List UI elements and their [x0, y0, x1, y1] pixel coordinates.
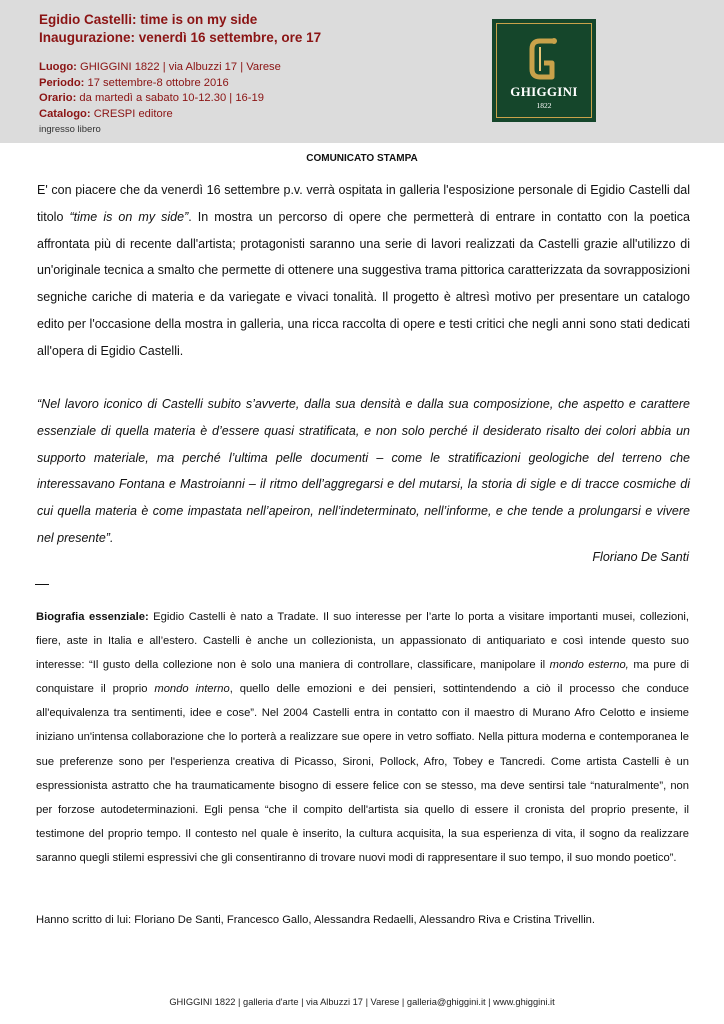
hours-label: Orario:: [39, 92, 77, 104]
footer-contact: GHIGGINI 1822 | galleria d'arte | via Albuzzi 17 | Varese | galleria@ghiggini.it | www.ghiggini.it: [169, 997, 555, 1007]
biography-label: Biografia essenziale:: [36, 611, 149, 623]
intro-paragraph: [37, 177, 690, 365]
hours-line: [39, 91, 281, 107]
event-title: [39, 11, 321, 47]
intro-text-2: . In mostra un percorso di opere che permetterà di entrare in contatto con la poetica affrontata più di recente dall'artista; protagonisti saranno una serie di lavori realizzati da Castelli grazie all'utilizzo di un'originale tecnica a smalto che permette di ottenere una suggestiva trama pittorica caratterizzata da sovrapposizioni segniche cariche di materia e da variegate e vivaci tonalità. Il progetto è altresì motivo per presentare un catalogo edito per l'occasione della mostra in galleria, una ricca raccolta di opere e testi critici che negli anni sono stati dedicati all'opera di Egidio Castelli.: [37, 209, 690, 358]
biography-italic-2: mondo interno: [154, 683, 230, 696]
period-value: 17 settembre-8 ottobre 2016: [84, 76, 229, 89]
period-line: [39, 76, 281, 92]
event-title-line-2: Inaugurazione: venerdì 16 settembre, ore 17: [39, 30, 322, 45]
hours-value: da martedì a sabato 10-12.30 | 16-19: [76, 92, 264, 104]
ghiggini-logo: [492, 19, 596, 122]
writers-line: Hanno scritto di lui: Floriano De Santi, Francesco Gallo, Alessandra Redaelli, Alessandro Riva e Cristina Trivellin.: [36, 914, 596, 926]
catalog-line: [39, 107, 281, 123]
venue-line: [39, 60, 281, 76]
biography-text-2: ma pure di conquistare il proprio: [36, 659, 689, 696]
logo-brand: GHIGGINI: [510, 84, 578, 99]
intro-exhibition-title: “time is on my side”: [69, 209, 189, 224]
venue-label: Luogo:: [39, 61, 77, 73]
catalog-label: Catalogo:: [39, 107, 91, 120]
intro-text-1: E' con piacere che da venerdì 16 settembre p.v. verrà ospitata in galleria l'esposizione personale di Egidio Castelli dal titolo: [37, 183, 690, 224]
logo-year: 1822: [536, 101, 552, 110]
period-label: Periodo:: [39, 76, 85, 89]
biography-paragraph: [36, 605, 689, 870]
critic-quote: “Nel lavoro iconico di Castelli subito s’avverte, dalla sua densità e dalla sua composizione, che aspetto e carattere essenziale di quella materia è d’essere quasi stratificata, e non solo perché il desiderato risalto dei colori abbia un supporto materiale, ma perché l’ultima pelle documenti – come le stratificazioni geologiche del terreno che interessavano Fontana e Mastroianni – il ritmo dell’aggregarsi e del mutarsi, la storia di sigle e di tracce cosmiche di cui quella materia è come impastata nell’apeiron, nell’indeterminato, nell’informe, e che tende a prolungarsi e vivere nel presente”.: [37, 397, 690, 545]
quote-author: Floriano De Santi: [592, 550, 689, 564]
venue-value: GHIGGINI 1822 | via Albuzzi 17 | Varese: [76, 61, 281, 73]
press-release-heading: COMUNICATO STAMPA: [306, 153, 418, 164]
event-title-line-1: Egidio Castelli: time is on my side: [39, 12, 258, 27]
biography-text-3: , quello delle emozioni e dei pensieri, sottintendendo a ciò il processo che conduce all'equivalenza tra sentimenti, idee e cose”. Nel 2004 Castelli entra in contatto con il maestro di Murano Afro Celotto e insieme iniziano un'intensa collaborazione che lo porterà a realizzare sue opere in vetro soffiato. Nella pittura moderna e contemporanea le sue preferenze sono per l'esperienza creativa di Picasso, Sironi, Pollock, Afro, Tobey e Tancredi. Come artista Castelli è un espressionista astratto che ha traumaticamente bisogno di essere felice con se stesso, ma deve sentirsi tale “naturalmente”, non per forzose autodeterminazioni. Egli pensa “che il compito dell'artista sia quello di essere il cronista del proprio presente, il testimone del proprio tempo. Il contesto nel quale è inserito, la cultura acquisita, la sua esperienza di vita, il sogno da realizzare saranno quegli stilemi espressivi che gli consentiranno di trovare nuovi modi di rappresentare il suo tempo, il suo mondo poetico”.: [36, 683, 689, 864]
biography-text-1: Egidio Castelli è nato a Tradate. Il suo interesse per l’arte lo porta a visitare importanti musei, collezioni, fiere, aste in Italia e all’estero. Castelli è anche un collezionista, un appassionato di antiquariato e così intende questo suo interesse: “Il gusto della collezione non è solo una maniera di controllare, classificare, manipolare il: [36, 611, 690, 672]
header-band: [0, 0, 724, 143]
catalog-value: CRESPI editore: [90, 107, 173, 120]
biography-italic-1: mondo esterno,: [549, 659, 629, 672]
event-details: [39, 60, 281, 138]
free-entry-note: ingresso libero: [39, 124, 101, 135]
section-divider: [35, 584, 49, 585]
